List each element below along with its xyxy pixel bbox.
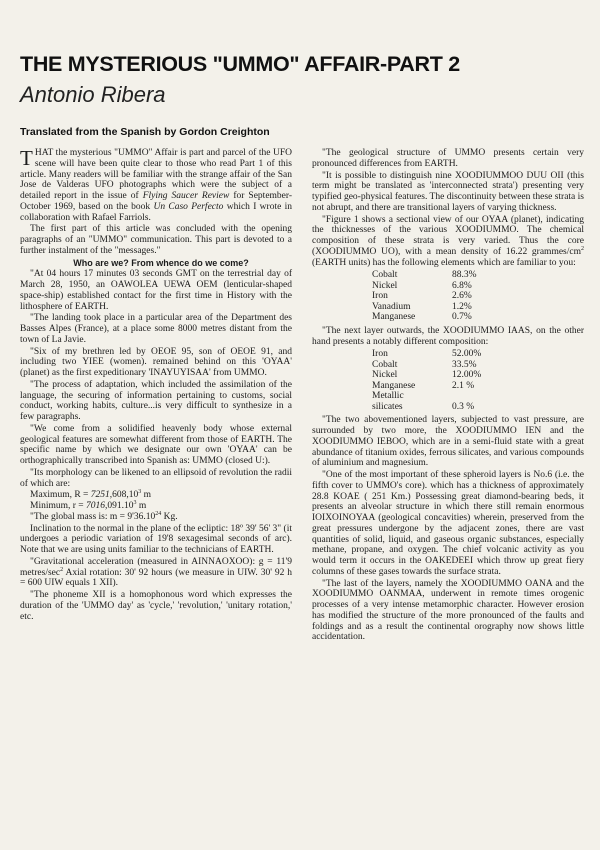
paragraph: "Six of my brethren led by OEOE 95, son of OEOE 91, and including two YIEE (women). remained behind on this 'OYAA' (planet) as the first expeditionary 'INAYUYISAA' from UMMO. [20,346,292,378]
author-name: Antonio Ribera [20,82,166,107]
paragraph: The first part of this article was concluded with the opening paragraphs of an "UMMO" communication. This part is devoted to a further instalment of the "messages." [20,224,292,256]
paragraph: Inclination to the normal in the plane of the ecliptic: 18º 39' 56' 3" (it undergoes a periodic variation of 19'8 sexagesimal seconds of arc). Note that we are using units familiar to the technicians of EARTH. [20,523,292,555]
table-row [372,360,481,371]
table-row [372,281,477,292]
paragraph: "The two abovementioned layers, subjected to vast pressure, are surrounded by two more, the XOODIUMMO IEN and the XOODIUMMO IEBOO, which are in a semi-fluid state with a great abundance of titanium oxides, ferrous silicates, and various compounds of aluminium and magnesium. [312,415,584,469]
paragraph: "The next layer outwards, the XOODIUMMO IAAS, on the other hand presents a notably different composition: [312,325,584,347]
paragraph: "The phoneme XII is a homophonous word which expresses the duration of the 'UMMO day' as 'cycle,' 'revolution,' 'unitary rotation,' etc. [20,590,292,622]
core-text: "Figure 1 shows a sectional view of our OYAA (planet), indicating the thicknesses of the various XOODIUMMO. The chemical composition of these strata is very varied. Thus the core (XOODIUMMO UO), with a mean density of 16.22 grammes/cm [312,214,584,257]
element-percentage: 33.5% [452,359,477,370]
table-row [372,291,477,302]
paragraph: "It is possible to distinguish nine XOODIUMMOO DUU OII (this term might be translated as 'interconnected strata') presenting very typified geo-physical features. The discontinuity between these strata is not abrupt, and there are transitional layers of varying thickness. [312,170,584,213]
right-column [312,148,584,644]
core-text-b: (EARTH units) has the following elements which are familiar to you: [312,257,576,268]
core-composition-table [372,270,477,323]
global-mass [20,512,292,523]
table-row [372,349,481,360]
formula-value: 7016, [86,501,108,511]
paragraph: "At 04 hours 17 minutes 03 seconds GMT on the terrestrial day of March 28, 1950, an OAWOLEA UEWA OEM (lenticular-shaped space-ship) established contact for the first time in History with the lithosphere of EARTH. [20,269,292,312]
element-percentage: 52.00% [452,349,482,360]
element-name: Metallic [372,391,404,402]
formula-label: Minimum, r = [30,501,87,511]
drop-cap: T [20,146,33,170]
iaas-composition-table [372,349,481,412]
element-name: Cobalt [372,270,398,281]
exponent: 3 [133,499,137,506]
paragraph: "The last of the layers, namely the XOODIUMMO OANA and the XOODIUMMO OANMAA, underwent in remote times orogenic processes of a very intense metamorphic character. However erosion has modified the structure of the more pronounced of the faults and foldings and as a result the continental orography now shows little accidentation. [312,578,584,643]
mass-unit: Kg. [161,511,178,522]
element-percentage: 88.3% [452,270,477,281]
mass-text: "The global mass is: m = 9'36.10 [30,511,156,522]
formula-value-b: 091.10 [107,501,134,511]
journal-name: Flying Saucer Review [142,191,230,201]
table-row [372,402,481,413]
element-percentage: 0.3 % [452,401,475,412]
book-title: Un Caso Perfecto [153,201,224,212]
table-row [372,381,481,392]
table-row [372,312,477,323]
paragraph: "Its morphology can be likened to an ellipsoid of revolution the radii of which are: [20,467,292,489]
intro-text-b: for September-October 1969, based on the book [20,191,293,212]
table-row [372,370,481,381]
gravity-paragraph [20,557,292,589]
article-title: THE MYSTERIOUS "UMMO" AFFAIR-PART 2 [20,52,460,76]
element-percentage: 2.1 % [452,380,475,391]
intro-text: HAT the mysterious "UMMO" Affair is part and parcel of the UFO scene will have been quite clear to those who read Part 1 of this article. Many readers will be familiar with the strange affair of the San Jose de Valderas UFO photographs which were the subject of a detailed report in the issue of [20,148,292,201]
exponent: 2 [60,566,64,573]
element-name: Nickel [372,280,398,291]
paragraph: "The landing took place in a particular area of the Department des Basses Alpes (France), at a place some 8000 metres distant from the town of La Javie. [20,313,292,345]
exponent: 2 [581,245,584,252]
element-percentage [452,391,481,402]
intro-text-c: which I wrote in collaboration with Rafael Farriols. [20,201,292,223]
element-percentage: 6.8% [452,280,472,291]
paragraph: "We come from a solidified heavenly body whose external geological features are somewhat different from those of EARTH. The specific name by which we designate our own 'OYAA' can be orthographically transcribed into Spanish as: UMMO (closed U:). [20,423,292,466]
element-name: Manganese [372,380,416,391]
element-name: Nickel [372,370,398,381]
table-row [372,302,477,313]
paragraph: "The process of adaptation, which included the assimilation of the language, the securing of information pertaining to customs, social conduct, working habits, culture...is very difficult to synthesize in a few paragraphs. [20,379,292,422]
formula-label: Maximum, R = [30,490,91,501]
element-percentage: 12.00% [452,370,482,381]
unit: m [141,490,152,501]
element-name: Iron [372,349,388,360]
section-subhead: Who are we? From whence do we come? [73,257,249,268]
element-percentage: 0.7% [452,312,472,323]
element-name: Manganese [372,312,416,323]
left-column [20,148,292,623]
element-name: Vanadium [372,301,411,312]
element-percentage: 2.6% [452,291,472,302]
formula-value: 7251, [90,490,113,501]
unit: m [136,501,147,511]
paragraph: "One of the most important of these spheroid layers is No.6 (i.e. the fifth cover to UMMO's core). which has a thickness of approximately 28.8 KOAE ( 251 Km.) Possessing great diamond-bearing beds, it presents an alveolar structure in which there still remain enormous IOIXOINOYAA (geological concavities) wherein, preserved from the great pressures undergone by the adjacent zones, there are vast quantities of solid, liquid, and gaseous organic substances, especially methane, propane, and oxygen. The chief volcanic activity as you would term it occurs in the OAKEDEEI which throw up great fiery columns of these gases towards the surface strata. [312,470,584,577]
core-paragraph [312,215,584,269]
exponent: 3 [138,489,142,496]
radius-maximum [30,490,292,501]
formula-value-b: 608,10 [112,490,139,501]
intro-paragraph [20,148,292,223]
gravity-text: "Gravitational acceleration (measured in AINNAOXOO): g = 11'9 metres/sec [20,556,292,578]
table-row [372,391,481,402]
translator-credit: Translated from the Spanish by Gordon Creighton [20,126,270,138]
table-row [372,270,477,281]
exponent: 24 [155,510,162,517]
paragraph: "The geological structure of UMMO presents certain very pronounced differences from EARTH. [312,148,584,169]
element-name: silicates [372,401,403,412]
element-name: Cobalt [372,359,398,370]
element-percentage: 1.2% [452,301,472,312]
gravity-text-b: Axial rotation: 30' 92 hours (we measure in UIW. 30' 92 h = 600 UIW equals 1 XII). [20,567,292,589]
element-name: Iron [372,291,388,302]
